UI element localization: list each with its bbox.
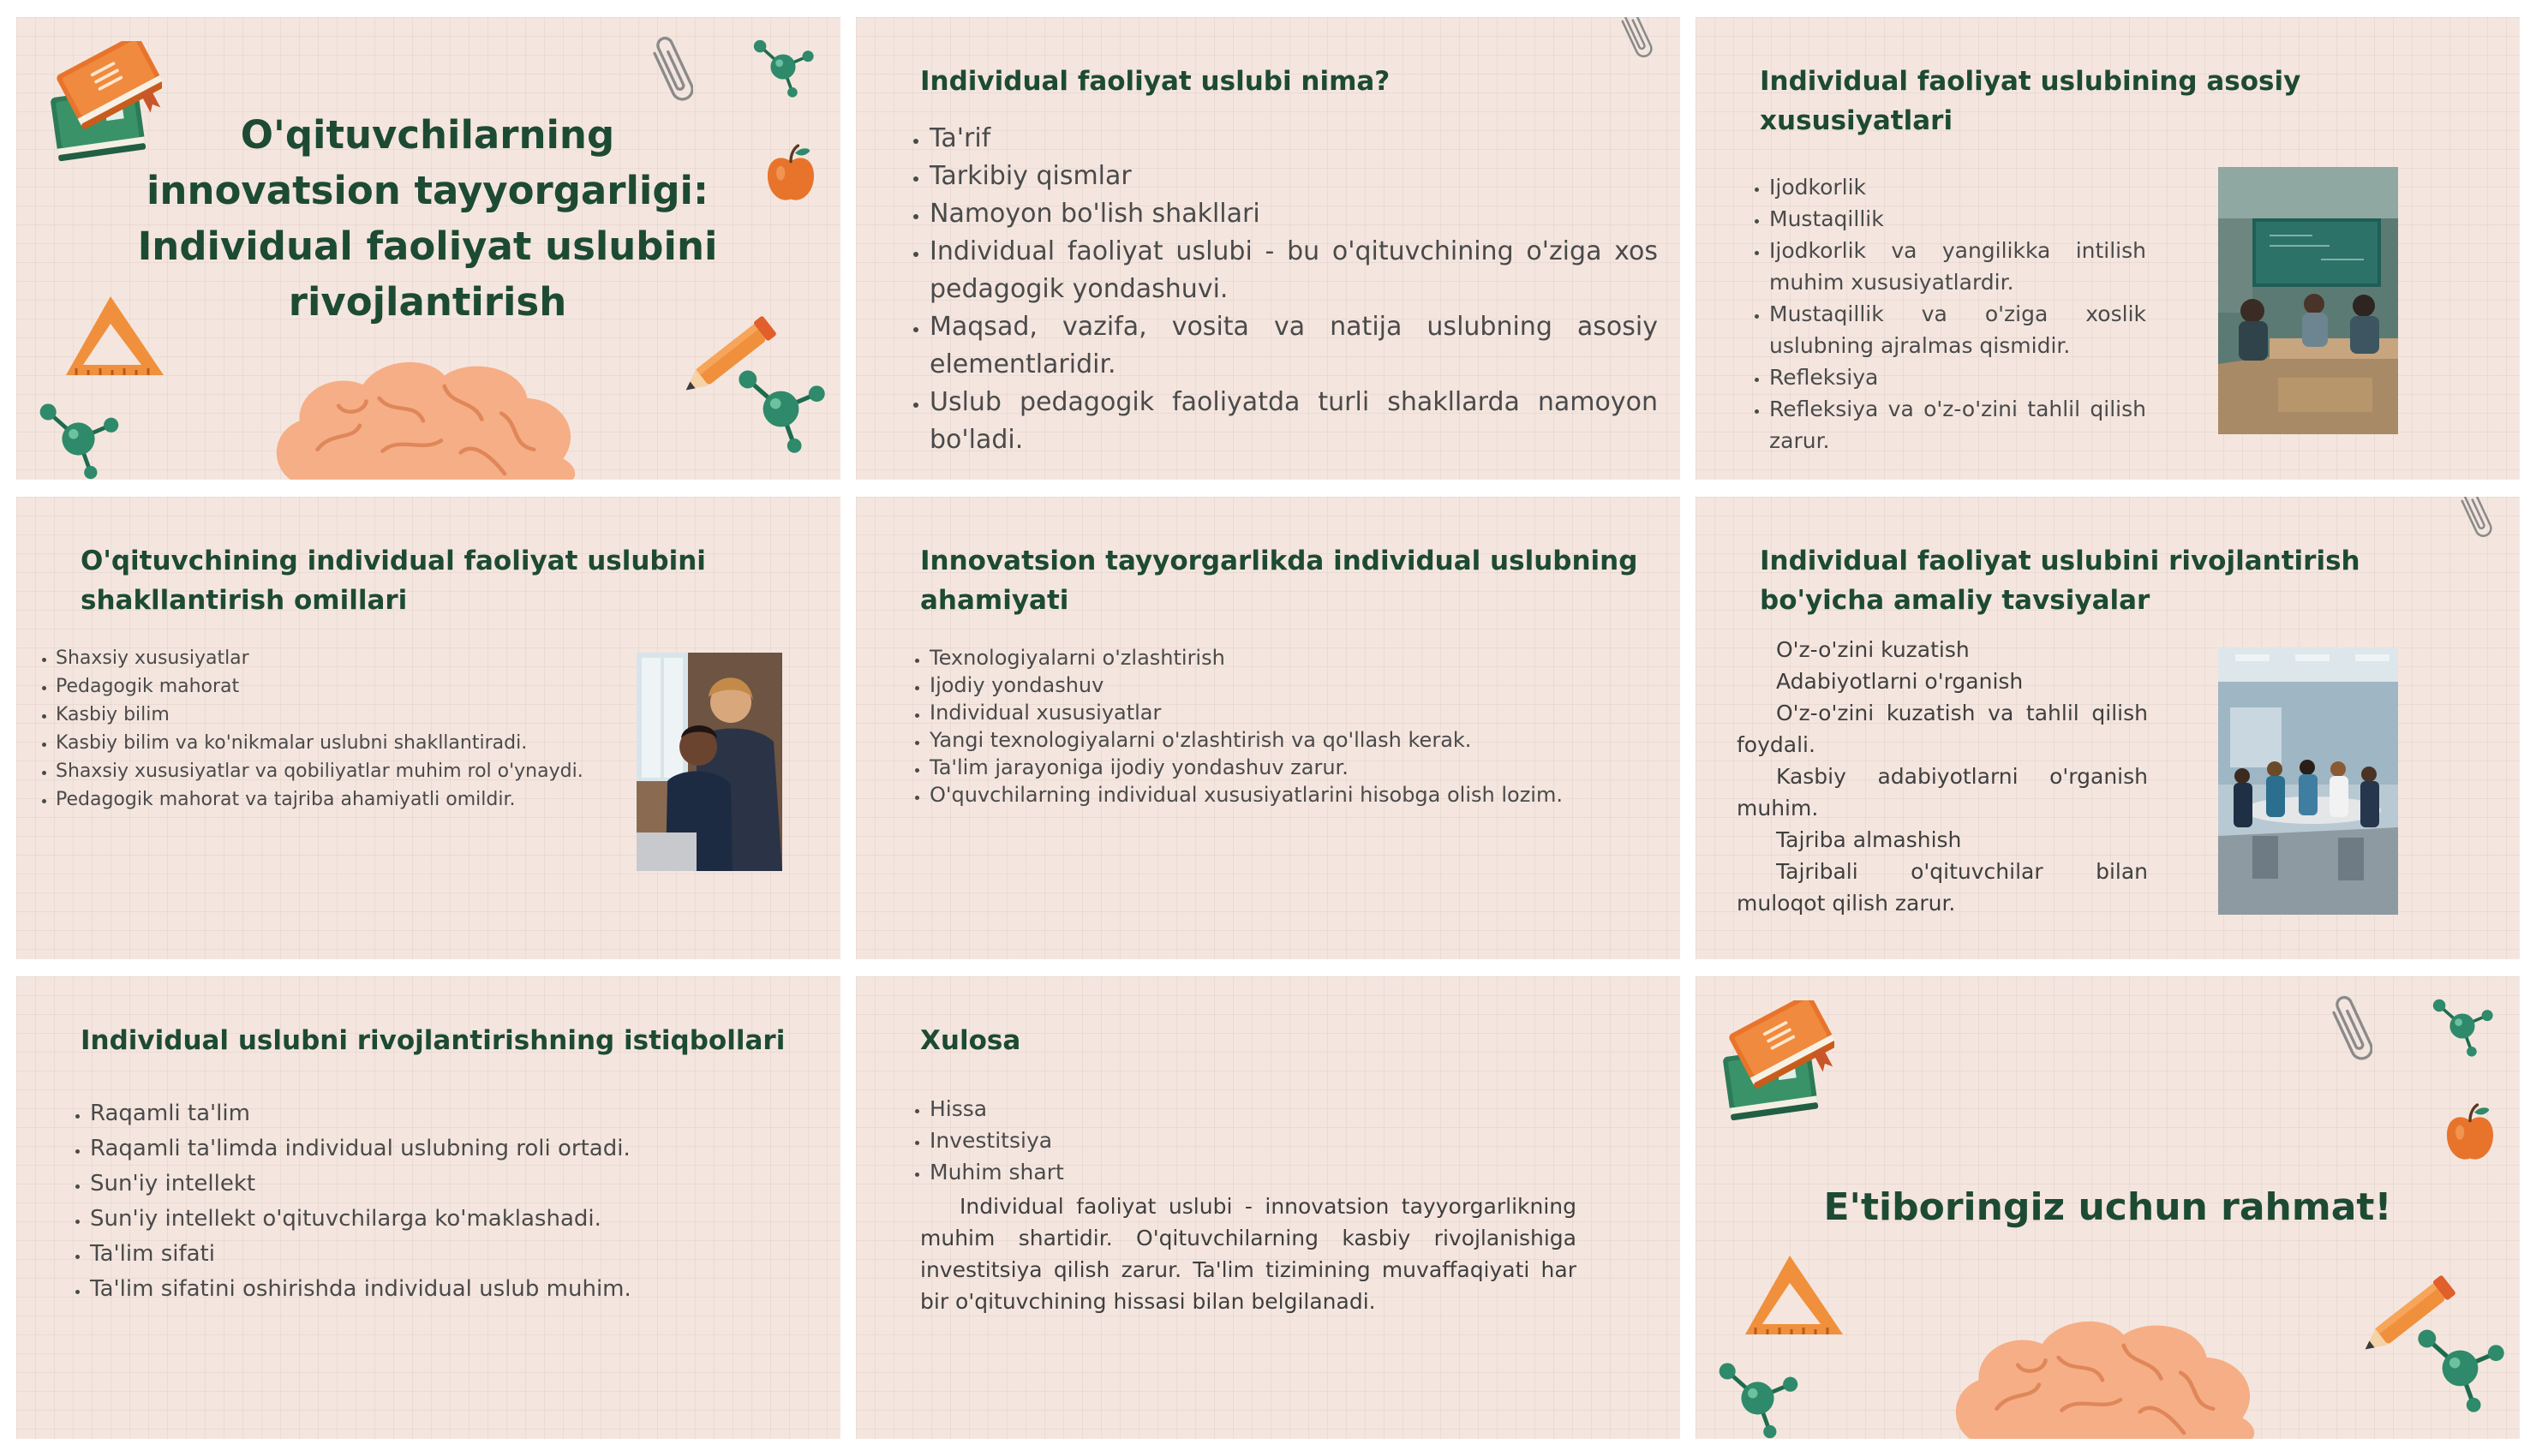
slide-conclusion[interactable]	[856, 976, 1680, 1439]
brain-icon	[1940, 1312, 2265, 1439]
slide-title: Individual faoliyat uslubi nima?	[920, 66, 1391, 97]
ruler-triangle-icon	[1738, 1249, 1850, 1343]
teachers-meeting-photo	[2218, 647, 2398, 915]
slide-features[interactable]	[1696, 17, 2520, 480]
list-item: • Individual xususiyatlar	[930, 699, 1615, 726]
list-item: • Hissa	[930, 1093, 1581, 1125]
paragraph: Tajribali o'qituvchilar bilan muloqot qilish zarur.	[1737, 859, 2148, 916]
slide-prospects[interactable]	[16, 976, 840, 1439]
list-item: • Muhim shart	[930, 1156, 1581, 1188]
paperclip-icon	[2330, 988, 2372, 1070]
list-item: • Raqamli ta'lim	[90, 1096, 810, 1131]
list-item: • Pedagogik mahorat	[56, 672, 595, 701]
list-item: • Ijodiy yondashuv	[930, 671, 1615, 699]
bullet-list	[51, 1096, 810, 1307]
bullet-list	[890, 120, 1658, 459]
slide-title: Xulosa	[920, 1025, 1021, 1056]
molecule-icon	[732, 360, 830, 458]
list-item: • Sun'iy intellekt	[90, 1167, 810, 1202]
list-item: • Individual faoliyat uslubi - bu o'qituvchining o'ziga xos pedagogik yondashuvi.	[930, 233, 1658, 308]
apple-icon	[762, 141, 820, 206]
apple-icon	[2441, 1101, 2499, 1166]
list-item: • Uslub pedagogik faoliyatda turli shakllarda namoyon bo'ladi.	[930, 384, 1658, 459]
slide-recommendations[interactable]	[1696, 497, 2520, 959]
slide-title: O'qituvchining individual faoliyat uslubini shakllantirish omillari	[81, 546, 706, 616]
paragraph: O'z-o'zini kuzatish va tahlil qilish foydali.	[1737, 701, 2148, 757]
conclusion-paragraph: Individual faoliyat uslubi - innovatsion tayyorgarlikning muhim shartidir. O'qituvchilarning kasbiy rivojlanishiga investitsiya qilish zarur. Ta'lim tizimining muvaffaqiyati har bir o'qituvchining hissasi bilan belgilanadi.	[920, 1194, 1576, 1314]
list-item: • O'quvchilarning individual xususiyatlarini hisobga olish lozim.	[930, 781, 1615, 809]
classroom-students-photo	[2218, 167, 2398, 434]
molecule-icon	[2428, 992, 2497, 1060]
list-item: • Ta'lim jarayoniga ijodiy yondashuv zarur.	[930, 754, 1615, 781]
list-item: • Refleksiya	[1769, 361, 2146, 393]
list-item: • Refleksiya va o'z-o'zini tahlil qilish zarur.	[1769, 393, 2146, 456]
bullet-list	[1730, 171, 2146, 456]
teacher-mentoring-photo	[637, 653, 782, 871]
bullet-list	[16, 644, 595, 814]
molecule-icon	[1713, 1353, 1803, 1439]
list-item: • Shaxsiy xususiyatlar	[56, 644, 595, 672]
list-item: • Shaxsiy xususiyatlar va qobiliyatlar muhim rol o'ynaydi.	[56, 757, 595, 785]
molecule-icon	[33, 394, 123, 480]
book-stack-icon	[1714, 1000, 1834, 1129]
slide-cover[interactable]	[16, 17, 840, 480]
slide-title: Individual faoliyat uslubining asosiy xususiyatlari	[1760, 66, 2301, 136]
list-item: • Ta'lim sifati	[90, 1237, 810, 1272]
paragraph: Tajriba almashish	[1776, 827, 1962, 852]
thank-you-title: E'tiboringiz uchun rahmat!	[1823, 1185, 2392, 1229]
list-item: • Sun'iy intellekt o'qituvchilarga ko'maklashadi.	[90, 1202, 810, 1237]
brain-icon	[260, 353, 586, 480]
slide-factors[interactable]	[16, 497, 840, 959]
list-item: • Texnologiyalarni o'zlashtirish	[930, 644, 1615, 671]
slide-title: Individual uslubni rivojlantirishning istiqbollari	[81, 1025, 786, 1056]
slide-definition[interactable]	[856, 17, 1680, 480]
list-item: • Ijodkorlik va yangilikka intilish muhim xususiyatlardir.	[1769, 235, 2146, 298]
list-item: • Ta'lim sifatini oshirishda individual uslub muhim.	[90, 1272, 810, 1307]
list-item: • Kasbiy bilim va ko'nikmalar uslubni shakllantiradi.	[56, 729, 595, 757]
list-item: • Namoyon bo'lish shakllari	[930, 195, 1658, 233]
list-item: • Ijodkorlik	[1769, 171, 2146, 203]
paragraph: O'z-o'zini kuzatish	[1776, 637, 1970, 662]
recommendation-text	[1737, 634, 2148, 919]
cover-title: O'qituvchilarning innovatsion tayyorgarligi: Individual faoliyat uslubini rivojlantirish	[137, 112, 718, 325]
bullet-list	[890, 1093, 1581, 1188]
list-item: • Pedagogik mahorat va tajriba ahamiyatli omildir.	[56, 785, 595, 814]
list-item: • Raqamli ta'limda individual uslubning roli ortadi.	[90, 1131, 810, 1167]
list-item: • Yangi texnologiyalarni o'zlashtirish va qo'llash kerak.	[930, 726, 1615, 754]
bullet-list	[890, 644, 1615, 809]
list-item: • Investitsiya	[930, 1125, 1581, 1156]
slide-importance[interactable]	[856, 497, 1680, 959]
paragraph: Adabiyotlarni o'rganish	[1776, 669, 2024, 694]
list-item: • Mustaqillik va o'ziga xoslik uslubning ajralmas qismidir.	[1769, 298, 2146, 361]
list-item: • Mustaqillik	[1769, 203, 2146, 235]
list-item: • Ta'rif	[930, 120, 1658, 158]
list-item: • Kasbiy bilim	[56, 701, 595, 729]
paragraph: Kasbiy adabiyotlarni o'rganish muhim.	[1737, 764, 2148, 820]
molecule-icon	[749, 33, 817, 101]
list-item: • Maqsad, vazifa, vosita va natija uslubning asosiy elementlaridir.	[930, 308, 1658, 384]
slide-title: Innovatsion tayyorgarlikda individual uslubning ahamiyati	[920, 546, 1638, 616]
slide-thank-you[interactable]	[1696, 976, 2520, 1439]
slide-title: Individual faoliyat uslubini rivojlantirish bo'yicha amaliy tavsiyalar	[1760, 546, 2360, 616]
list-item: • Tarkibiy qismlar	[930, 158, 1658, 195]
paperclip-icon	[650, 29, 693, 110]
molecule-icon	[2411, 1319, 2509, 1417]
